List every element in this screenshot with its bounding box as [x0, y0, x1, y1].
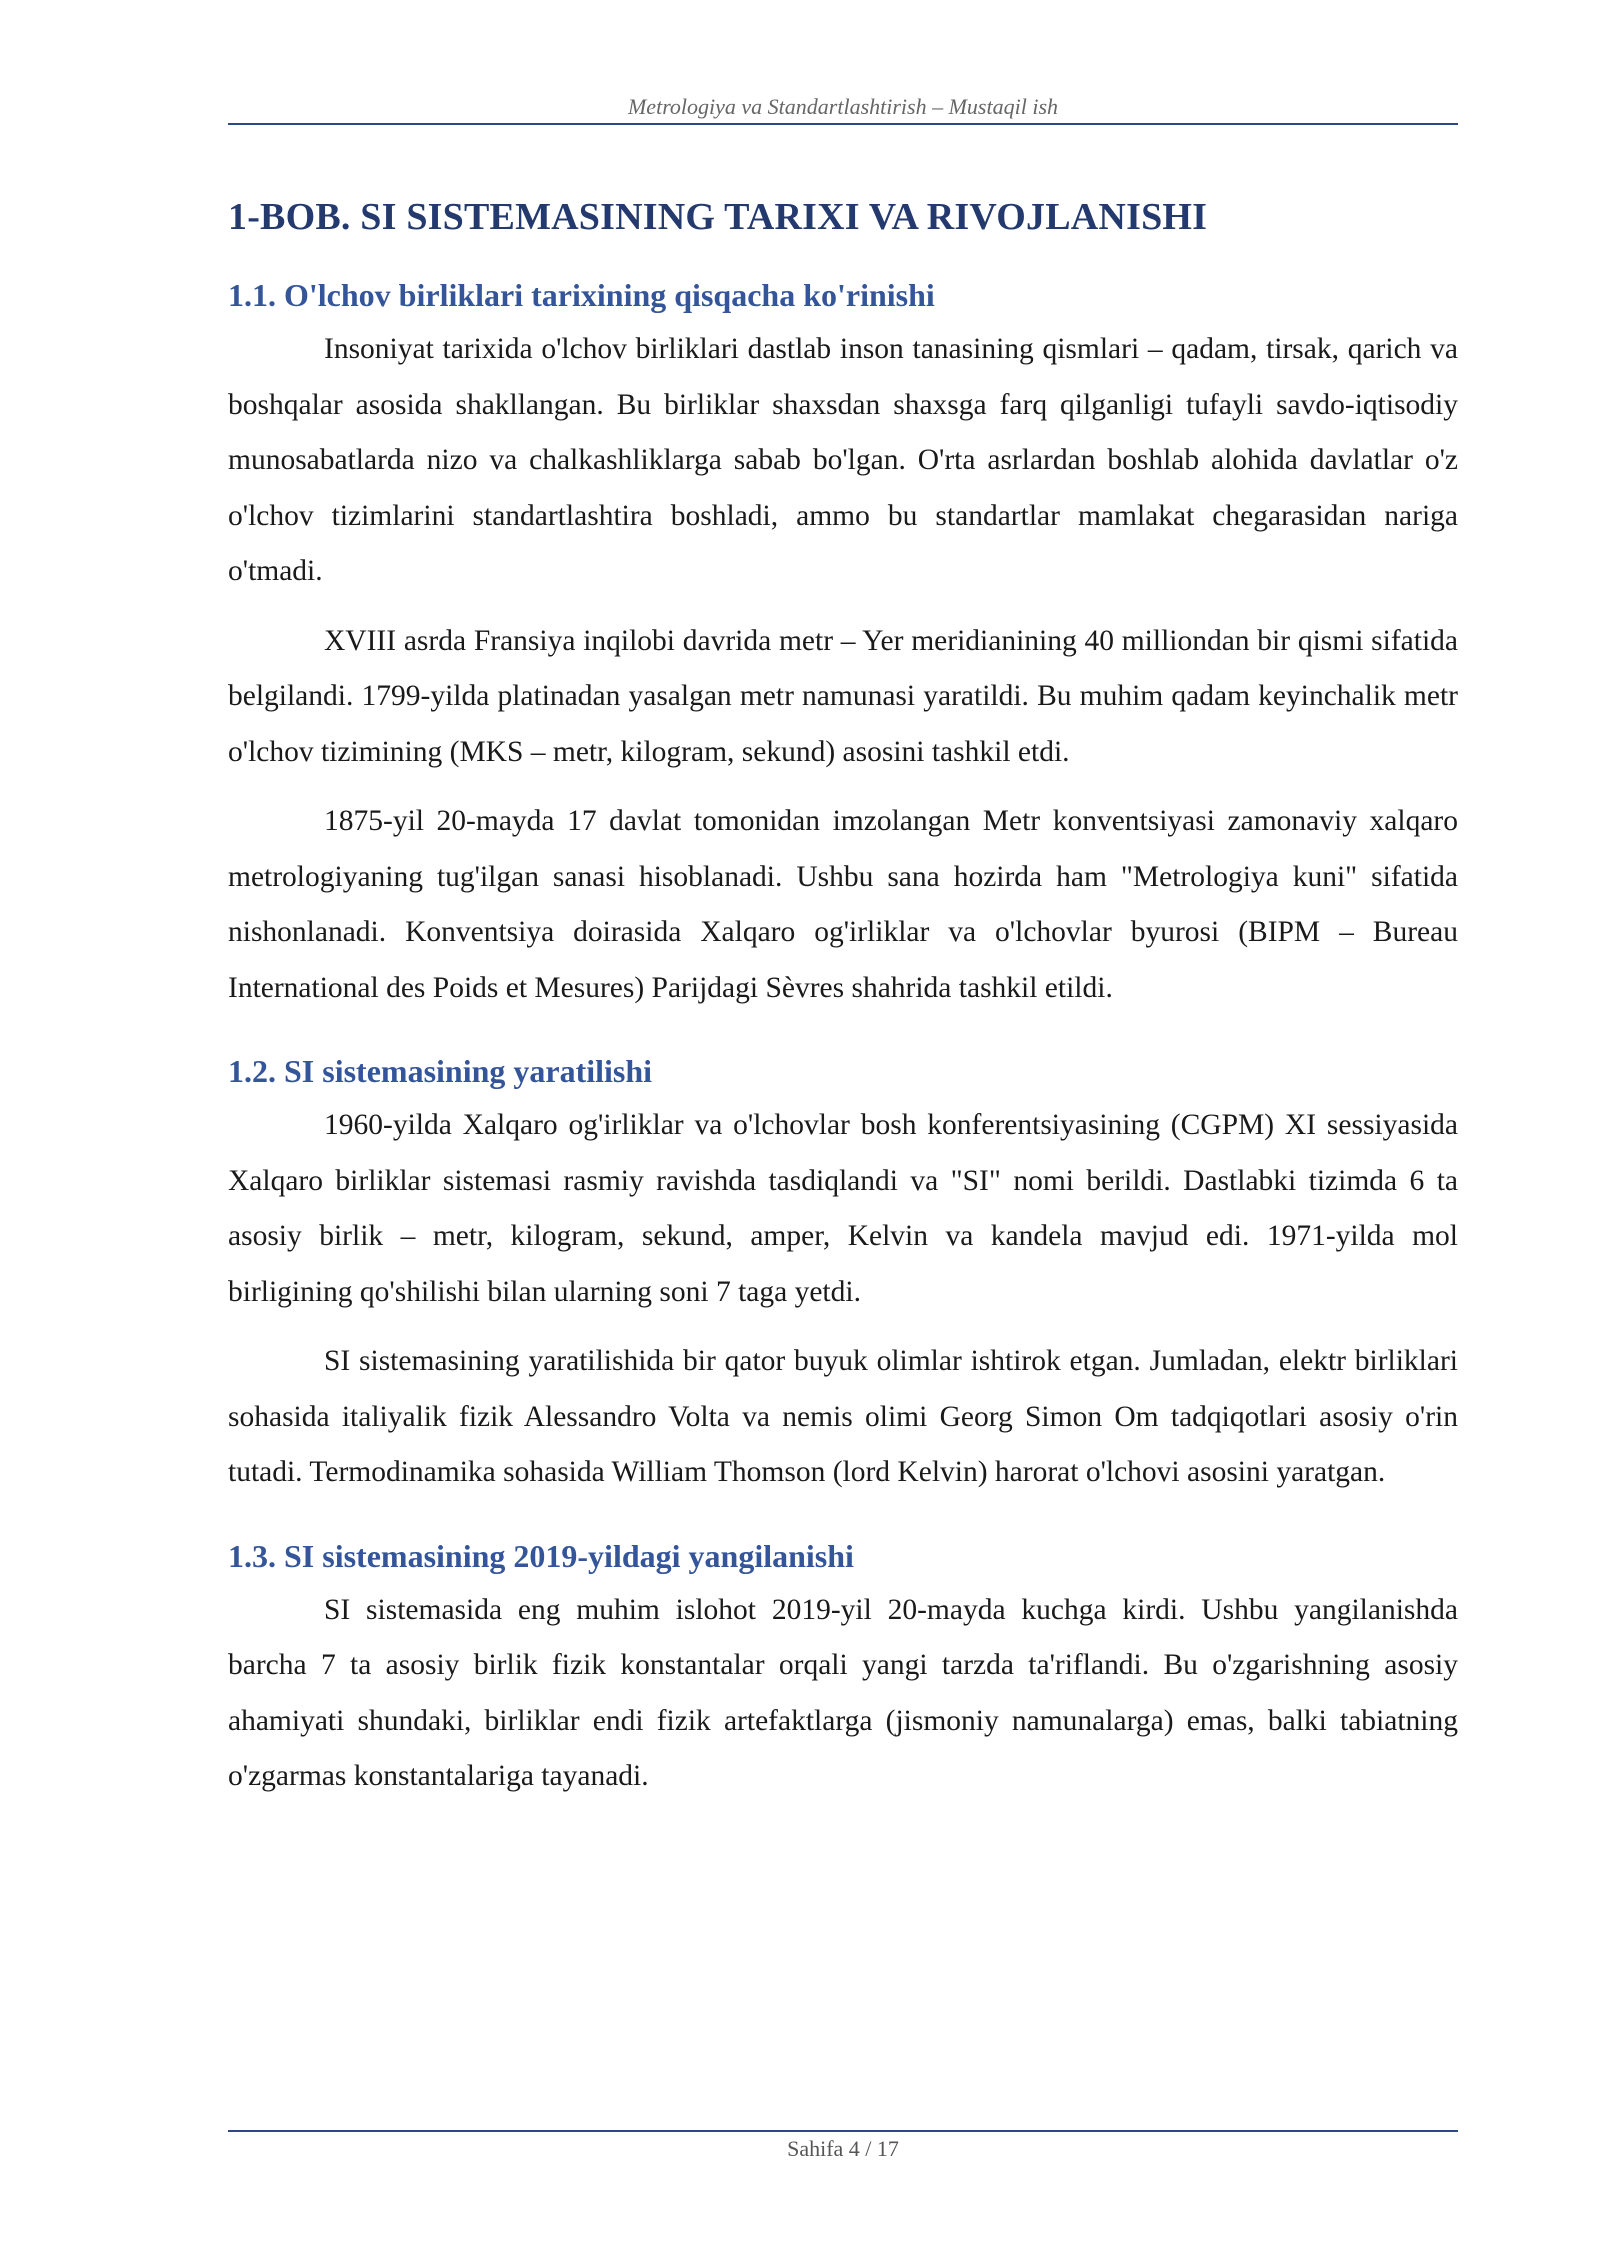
- paragraph: SI sistemasida eng muhim islohot 2019-yil 20-mayda kuchga kirdi. Ushbu yangilanishda barcha 7 ta asosiy birlik fizik konstantalar orqali yangi tarzda ta'riflandi. Bu o'zgarishning asosiy ahamiyati shundaki, birliklar endi fizik artefaktlarga (jismoniy namunalarga) emas, balki tabiatning o'zgarmas konstantalariga tayanadi.: [228, 1593, 1458, 1792]
- running-header: Metrologiya va Standartlashtirish – Mustaqil ish: [627, 94, 1059, 119]
- header-divider: [228, 123, 1458, 125]
- paragraph: XVIII asrda Fransiya inqilobi davrida metr – Yer meridianining 40 milliondan bir qismi sifatida belgilandi. 1799-yilda platinadan yasalgan metr namunasi yaratildi. Bu muhim qadam keyinchalik metr o'lchov tizimining (MKS – metr, kilogram, sekund) asosini tashkil etdi.: [228, 624, 1458, 768]
- paragraph: 1960-yilda Xalqaro og'irliklar va o'lchovlar bosh konferentsiyasining (CGPM) XI sessiyasida Xalqaro birliklar sistemasi rasmiy ravishda tasdiqlandi va "SI" nomi berildi. Dastlabki tizimda 6 ta asosiy birlik – metr, kilogram, sekund, amper, Kelvin va kandela mavjud edi. 1971-yilda mol birligining qo'shilishi bilan ularning soni 7 taga yetdi.: [228, 1109, 1458, 1308]
- chapter-title: 1-BOB. SI SISTEMASINING TARIXI VA RIVOJLANISHI: [228, 196, 1208, 238]
- paragraph: 1875-yil 20-mayda 17 davlat tomonidan imzolangan Metr konventsiyasi zamonaviy xalqaro metrologiyaning tug'ilgan sanasi hisoblanadi. Ushbu sana hozirda ham "Metrologiya kuni" sifatida nishonlanadi. Konventsiya doirasida Xalqaro og'irliklar va o'lchovlar byurosi (BIPM – Bureau International des Poids et Mesures) Parijdagi Sèvres shahrida tashkil etildi.: [228, 805, 1458, 1004]
- section-1-2: [228, 1046, 1458, 1501]
- section-1-3: [228, 1531, 1458, 1805]
- paragraph: Insoniyat tarixida o'lchov birliklari dastlab inson tanasining qismlari – qadam, tirsak, qarich va boshqalar asosida shakllangan. Bu birliklar shaxsdan shaxsga farq qilganligi tufayli savdo-iqtisodiy munosabatlarda nizo va chalkashliklarga sabab bo'lgan. O'rta asrlardan boshlab alohida davlatlar o'z o'lchov tizimlarini standartlashtira boshladi, ammo bu standartlar mamlakat chegarasidan nariga o'tmadi.: [228, 333, 1458, 587]
- section-1-1: [228, 270, 1458, 1016]
- paragraph: SI sistemasining yaratilishida bir qator buyuk olimlar ishtirok etgan. Jumladan, elektr birliklari sohasida italiyalik fizik Alessandro Volta va nemis olimi Georg Simon Om tadqiqotlari asosiy o'rin tutadi. Termodinamika sohasida William Thomson (lord Kelvin) harorat o'lchovi asosini yaratgan.: [228, 1345, 1458, 1488]
- section-heading: 1.3. SI sistemasining 2019-yildagi yangilanishi: [228, 1537, 854, 1574]
- section-heading: 1.2. SI sistemasining yaratilishi: [228, 1053, 653, 1089]
- footer-divider: [228, 2130, 1458, 2132]
- page-number: Sahifa 4 / 17: [787, 2136, 899, 2161]
- page-content: [228, 188, 1458, 1819]
- section-heading: 1.1. O'lchov birliklari tarixining qisqacha ko'rinishi: [228, 277, 935, 313]
